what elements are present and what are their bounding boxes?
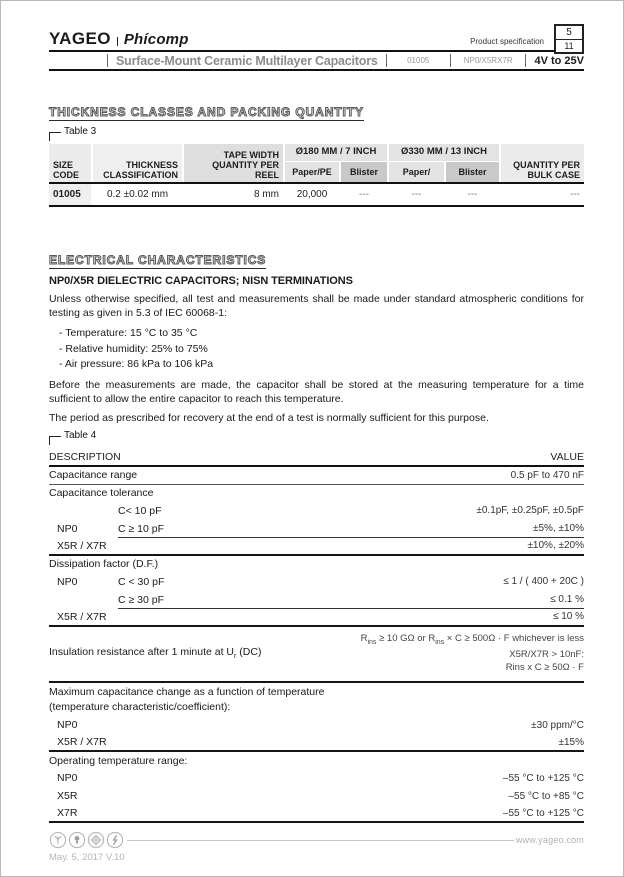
capacitance-tolerance-group (49, 485, 584, 556)
row-value: ≤ 0.1 % (550, 594, 584, 605)
value-line (361, 633, 584, 644)
cell-reel330-blister: --- (467, 189, 478, 200)
group-label: Operating temperature range: (49, 754, 188, 767)
page-title: Surface-Mount Ceramic Multilayer Capacitors (116, 53, 378, 68)
table3-label-row (49, 126, 584, 141)
page-number-box (554, 24, 584, 54)
operating-temperature-group (49, 752, 584, 823)
table-row (49, 787, 584, 805)
divider (117, 37, 118, 46)
col-description: DESCRIPTION (49, 450, 121, 463)
intro-paragraph: Unless otherwise specified, all test and measurements shall be made under standard atmospheric conditions for testing as given in 5.3 of IEC 60068-1: (49, 293, 584, 319)
label-text: (DC) (236, 645, 262, 658)
list-item: - Air pressure: 86 kPa to 106 kPa (59, 358, 214, 370)
cell-reel180-paper: 20,000 (296, 189, 328, 200)
divider (525, 54, 526, 67)
table3-label: Table 3 (64, 126, 97, 137)
electrical-section (49, 251, 584, 823)
row-value: –55 °C to +85 °C (508, 790, 584, 802)
table4 (49, 449, 584, 824)
material-label: NP0 (57, 575, 78, 588)
divider (386, 54, 387, 67)
table4-header (49, 449, 584, 467)
value-line: Rins x C ≥ 50Ω · F (505, 662, 584, 674)
size-code-label: 01005 (407, 56, 430, 65)
paragraph: Before the measurements are made, the capacitor shall be stored at the measuring temperature for a time sufficient to allow the entire capacitor to reach this temperature. (49, 378, 584, 405)
condition: C < 30 pF (118, 575, 165, 588)
row-label (49, 646, 261, 660)
target-icon (87, 831, 105, 849)
table-row (49, 805, 584, 823)
row-value: –55 °C to +125 °C (502, 807, 584, 819)
row-value: –55 °C to +125 °C (502, 772, 584, 784)
row-value: 0.5 pF to 470 nF (510, 469, 584, 481)
value-subscript: ins (435, 638, 445, 646)
section-heading-electrical: ELECTRICAL CHARACTERISTICS (49, 253, 267, 267)
material-label: NP0 (57, 772, 78, 785)
table-row (49, 520, 584, 538)
condition: C ≥ 10 pF (118, 522, 165, 535)
footer-row (49, 831, 584, 849)
table-row (49, 609, 584, 627)
label-subscript: r (234, 652, 237, 660)
material-label: X7R (57, 807, 78, 820)
value-text: R (360, 632, 368, 644)
voltage-range-label: 4V to 25V (534, 54, 584, 67)
material-label: X5R / X7R (57, 736, 107, 749)
table-row (49, 591, 584, 609)
condition: C< 10 pF (118, 504, 162, 517)
col-blister-330: Blister (446, 162, 499, 182)
row-label: Capacitance range (49, 469, 138, 481)
row-value: ≤ 10 % (552, 611, 584, 622)
page-number: 5 (556, 26, 582, 40)
group-label-line: (temperature characteristic/coefficient): (49, 700, 231, 713)
group-label: Dissipation factor (D.F.) (49, 558, 159, 570)
website-link[interactable]: www.yageo.com (515, 835, 584, 845)
paragraph: The period as prescribed for recovery at the end of a test is normally sufficient for this purpose. (49, 411, 489, 424)
material-label: X5R / X7R (57, 539, 107, 552)
col-size-code: SIZE CODE (49, 144, 91, 182)
row-value: ±15% (558, 736, 584, 748)
phicomp-logo: Phícomp (123, 31, 189, 48)
conditions-list (49, 326, 584, 373)
col-group-reel-330: Ø330 MM / 13 INCH (389, 144, 499, 161)
value-line: X5R/X7R > 10nF: (509, 649, 584, 661)
dissipation-factor-group (49, 556, 584, 627)
group-label-line: Maximum capacitance change as a function of temperature (49, 686, 325, 699)
thickness-section (49, 103, 584, 207)
condition: C ≥ 30 pF (118, 593, 165, 606)
col-group-reel-180: Ø180 MM / 7 INCH (285, 144, 387, 161)
col-paper-330: Paper/ (389, 162, 444, 182)
cell-size-code: 01005 (49, 184, 91, 205)
temperature-change-group (49, 683, 584, 752)
row-value: ±10%, ±20% (527, 540, 584, 551)
row-value: ≤ 1 / ( 400 + 20C ) (503, 576, 584, 587)
table-row (49, 734, 584, 752)
group-label: Capacitance tolerance (49, 487, 154, 499)
cell-bulk: --- (570, 189, 580, 200)
material-label: X5R (57, 790, 78, 803)
bulb-icon (68, 831, 86, 849)
cell-reel180-blister: --- (359, 189, 369, 200)
cell-reel330-paper: --- (411, 189, 422, 200)
divider (107, 54, 108, 67)
bolt-icon (106, 831, 124, 849)
value-text: ≥ 10 GΩ or R (376, 632, 436, 644)
page-total: 11 (564, 41, 574, 51)
row-value (361, 632, 584, 675)
footer-rule (127, 840, 514, 841)
list-item: - Temperature: 15 °C to 35 °C (59, 327, 198, 339)
table3-header (49, 144, 584, 182)
group-label (49, 683, 584, 716)
insulation-resistance-row (49, 627, 584, 684)
table4-label: Table 4 (64, 429, 97, 441)
date-version: May. 5, 2017 V.10 (49, 852, 125, 863)
col-paper-pe: Paper/PE (285, 162, 339, 182)
table-row (49, 769, 584, 787)
material-label: X5R / X7R (57, 610, 107, 623)
table3-row (49, 184, 584, 205)
row-value: ±5%, ±10% (532, 523, 584, 534)
row-value: ±0.1pF, ±0.25pF, ±0.5pF (476, 505, 584, 516)
row-value: ±30 ppm/°C (531, 719, 584, 731)
page-footer (49, 831, 584, 863)
col-bulk-quantity: QUANTITY PER BULK CASE (501, 144, 584, 182)
table-ref-bracket (49, 436, 61, 445)
brand-row (49, 31, 584, 52)
table-ref-bracket (49, 132, 61, 141)
material-label: NP0 (57, 719, 78, 732)
page-header (49, 27, 584, 71)
dielectric-label: NP0/X5RX7R (463, 56, 513, 65)
antenna-icon (49, 831, 67, 849)
cell-tape-width: 8 mm (254, 189, 279, 200)
value-subscript: ins (367, 638, 377, 646)
title-bar (49, 52, 584, 71)
section-heading-thickness: THICKNESS CLASSES AND PACKING QUANTITY (49, 105, 364, 119)
cell-thickness: 0.2 ±0.02 mm (106, 189, 169, 200)
table3-rule (49, 205, 584, 207)
col-thickness: THICKNESS CLASSIFICATION (93, 144, 182, 182)
col-blister-180: Blister (341, 162, 387, 182)
table-row (49, 538, 584, 556)
table-row (49, 502, 584, 520)
divider (450, 54, 451, 67)
label-text: Insulation resistance after 1 minute at U (49, 645, 235, 658)
table-row (49, 716, 584, 734)
material-label: NP0 (57, 522, 78, 535)
col-tape-width: TAPE WIDTH QUANTITY PER REEL (184, 144, 283, 182)
yageo-logo: YAGEO (49, 29, 111, 48)
subsection-heading: NP0/X5R DIELECTRIC CAPACITORS; NISN TERMINATIONS (49, 275, 353, 287)
list-item: - Relative humidity: 25% to 75% (59, 342, 208, 355)
product-specification-label: Product specification (470, 37, 544, 46)
table-row (49, 573, 584, 591)
col-value: VALUE (550, 450, 584, 463)
value-text: × C ≥ 500Ω · F whichever is less (444, 632, 584, 644)
table-row (49, 467, 584, 485)
table4-label-row (49, 430, 584, 445)
